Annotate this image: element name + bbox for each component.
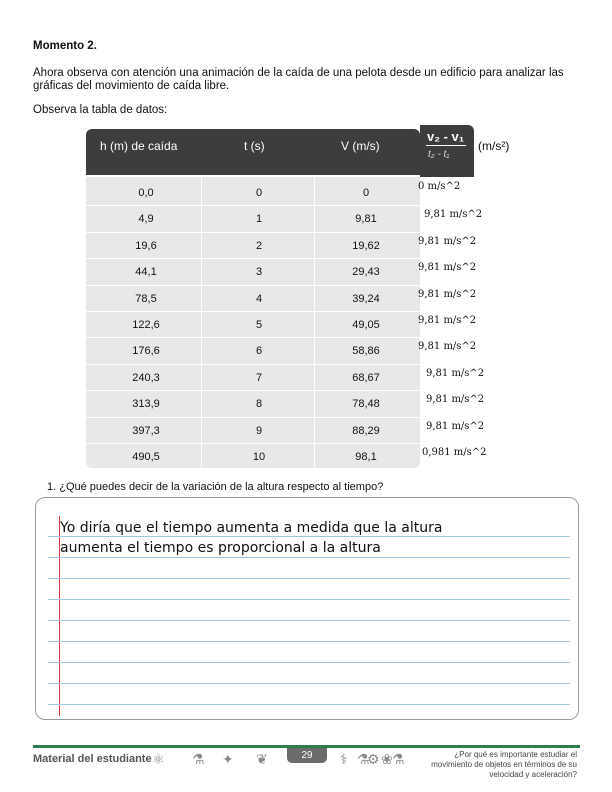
cell-time: 9 bbox=[255, 424, 263, 437]
table-row bbox=[86, 258, 420, 285]
cell-acceleration[interactable]: 9,81 m/s^2 bbox=[418, 288, 477, 300]
cell-acceleration[interactable]: 9,81 m/s^2 bbox=[418, 262, 477, 274]
table-row bbox=[86, 337, 420, 364]
cell-time: 10 bbox=[252, 451, 266, 463]
answer-notebook[interactable] bbox=[35, 497, 579, 720]
cell-time: 6 bbox=[255, 345, 263, 358]
cell-velocity: 39,24 bbox=[352, 292, 380, 305]
section-heading: Momento 2. bbox=[33, 40, 97, 52]
cell-time: 3 bbox=[255, 266, 263, 279]
cell-time: 2 bbox=[255, 239, 263, 252]
cell-velocity: 78,48 bbox=[352, 398, 380, 411]
header-height: h (m) de caída bbox=[100, 139, 178, 153]
cell-velocity: 98,1 bbox=[355, 451, 377, 463]
page-number: 29 bbox=[287, 748, 327, 763]
cell-time: 4 bbox=[255, 292, 263, 305]
molecule-icon: ✦ bbox=[222, 751, 234, 767]
question-1: 1. ¿Qué puedes decir de la variación de la altura respecto al tiempo? bbox=[47, 481, 384, 493]
cell-time: 7 bbox=[255, 371, 263, 384]
cell-height: 490,5 bbox=[132, 451, 160, 463]
observe-instruction: Observa la tabla de datos: bbox=[33, 104, 168, 116]
dna-icon: ⚕ bbox=[340, 751, 348, 767]
table-row bbox=[86, 311, 420, 338]
cell-acceleration[interactable]: 9,81 m/s^2 bbox=[418, 235, 477, 247]
notebook-rule-line bbox=[48, 578, 570, 579]
cell-acceleration[interactable]: 9,81 m/s^2 bbox=[418, 315, 477, 326]
cell-acceleration[interactable]: 9,81 m/s^2 bbox=[424, 209, 483, 221]
cell-velocity: 9,81 bbox=[355, 213, 377, 226]
cell-height: 397,3 bbox=[132, 424, 160, 437]
test-tube-icon: ⚗ bbox=[192, 751, 205, 767]
cell-velocity: 49,05 bbox=[352, 319, 380, 331]
table-row bbox=[86, 205, 420, 232]
acceleration-numerator: v₂ - v₁ bbox=[427, 129, 465, 144]
cell-acceleration[interactable]: 9,81 m/s^2 bbox=[426, 420, 485, 432]
table-row bbox=[86, 364, 420, 391]
cell-acceleration[interactable]: 9,81 m/s^2 bbox=[426, 394, 485, 406]
notebook-rule-line bbox=[48, 662, 570, 663]
cell-acceleration[interactable]: 0 m/s^2 bbox=[418, 181, 461, 192]
acceleration-unit: (m/s²) bbox=[478, 139, 510, 153]
header-velocity: V (m/s) bbox=[341, 139, 380, 153]
cell-acceleration[interactable]: 0,981 m/s^2 bbox=[422, 447, 487, 458]
cell-height: 19,6 bbox=[135, 239, 157, 252]
cell-acceleration[interactable]: 9,81 m/s^2 bbox=[426, 367, 485, 379]
notebook-rule-line bbox=[48, 683, 570, 684]
flower-icon: ❀ bbox=[381, 751, 393, 767]
cell-height: 122,6 bbox=[132, 319, 160, 331]
cell-height: 0,0 bbox=[138, 187, 154, 199]
notebook-rule-line bbox=[48, 599, 570, 600]
table-row bbox=[86, 232, 420, 259]
table-row bbox=[86, 390, 420, 417]
cell-velocity: 68,67 bbox=[352, 371, 380, 384]
cell-velocity: 88,29 bbox=[352, 424, 380, 437]
cell-height: 240,3 bbox=[132, 371, 160, 384]
cell-velocity: 29,43 bbox=[352, 266, 380, 279]
cell-height: 313,9 bbox=[132, 398, 160, 411]
cell-acceleration[interactable]: 9,81 m/s^2 bbox=[418, 341, 477, 353]
data-table-body bbox=[86, 177, 420, 468]
answer-text[interactable]: Yo diría que el tiempo aumenta a medida que la altura aumenta el tiempo es proporcional a la altura bbox=[60, 520, 443, 556]
cell-height: 176,6 bbox=[132, 345, 160, 358]
table-row bbox=[86, 443, 420, 470]
cell-height: 4,9 bbox=[138, 213, 154, 226]
header-time: t (s) bbox=[244, 139, 265, 153]
acceleration-header bbox=[420, 125, 530, 177]
cell-time: 1 bbox=[255, 213, 263, 226]
cell-velocity: 0 bbox=[362, 187, 370, 199]
notebook-rule-line bbox=[48, 704, 570, 705]
acceleration-denominator: t₂ - t₁ bbox=[428, 149, 450, 160]
cell-height: 44,1 bbox=[135, 266, 157, 279]
notebook-rule-line bbox=[48, 641, 570, 642]
fraction-bar bbox=[426, 145, 466, 146]
table-header bbox=[86, 129, 420, 175]
footer-note: ¿Por qué es importante estudiar el movimiento de objetos en términos de su velocidad y aceleración? bbox=[431, 750, 577, 779]
intro-paragraph: Ahora observa con atención una animación de la caída de una pelota desde un edificio para analizar las gráficas del movimiento de caída libre. bbox=[33, 67, 564, 92]
beaker-icon: ⚗ bbox=[392, 751, 405, 767]
cell-time: 5 bbox=[255, 319, 263, 331]
table-row bbox=[86, 179, 420, 206]
microscope-icon: ⚙ bbox=[367, 751, 380, 767]
cell-height: 78,5 bbox=[135, 292, 157, 305]
cell-time: 0 bbox=[255, 187, 263, 199]
cell-time: 8 bbox=[255, 398, 263, 411]
cell-velocity: 58,86 bbox=[352, 345, 380, 358]
table-row bbox=[86, 417, 420, 444]
cell-velocity: 19,62 bbox=[352, 239, 380, 252]
footer-label: Material del estudiante bbox=[33, 753, 152, 765]
atom-icon: ⚛ bbox=[152, 751, 165, 767]
notebook-rule-line bbox=[48, 620, 570, 621]
table-row bbox=[86, 285, 420, 312]
leaf-icon: ❦ bbox=[256, 751, 268, 767]
flask-icon: ⚗ bbox=[357, 751, 370, 767]
